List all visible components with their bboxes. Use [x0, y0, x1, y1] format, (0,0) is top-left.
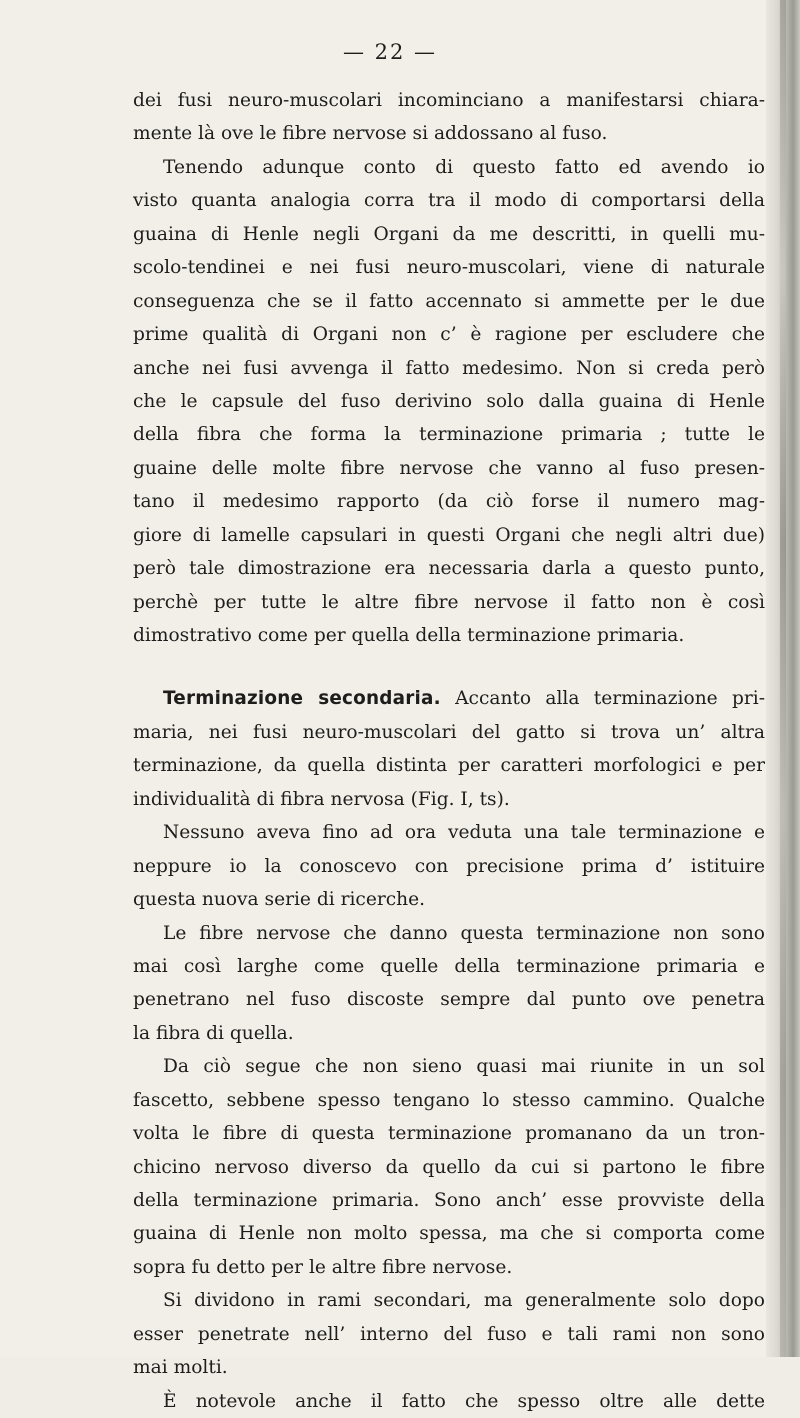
text-line: Tenendo adunque conto di questo fatto ed avendo io	[163, 156, 765, 178]
text-line: mai così larghe come quelle della terminazione primaria e	[133, 955, 765, 977]
text-line: perchè per tutte le altre fibre nervose il fatto non è così	[133, 591, 765, 613]
text-line: anche nei fusi avvenga il fatto medesimo. Non si creda però	[133, 357, 765, 379]
text-line: individualità di fibra nervosa (Fig. I, ts).	[133, 788, 510, 810]
body-text	[133, 84, 765, 1418]
text-line: fascetto, sebbene spesso tengano lo stesso cammino. Qualche	[133, 1089, 765, 1111]
text-line: però tale dimostrazione era necessaria darla a questo punto,	[133, 558, 765, 580]
text-line: guaine delle molte fibre nervose che vanno al fuso presen-	[133, 457, 765, 479]
text-line: la fibra di quella.	[133, 1022, 294, 1044]
text-line: dimostrativo come per quella della terminazione primaria.	[133, 625, 685, 646]
text-line: che le capsule del fuso derivino solo dalla guaina di Henle	[133, 390, 765, 412]
section-heading: Terminazione secondaria.	[163, 688, 441, 710]
text-line: conseguenza che se il fatto accennato si ammette per le due	[133, 290, 765, 312]
text-line: mente là ove le fibre nervose si addossano al fuso.	[133, 123, 608, 145]
text-line: mai molti.	[133, 1357, 228, 1379]
text-line: esser penetrate nell’ interno del fuso e tali rami non sono	[133, 1323, 765, 1345]
text-line: questa nuova serie di ricerche.	[133, 889, 426, 911]
section-first-line	[133, 682, 765, 715]
text-line: visto quanta analogia corra tra il modo di comportarsi della	[133, 190, 765, 212]
section-gap	[133, 652, 765, 682]
text-line: prime qualità di Organi non c’ è ragione per escludere che	[133, 324, 765, 346]
text-line: È notevole anche il fatto che spesso oltre alle dette	[163, 1390, 765, 1412]
text-line: chicino nervoso diverso da quello da cui si partono le fibre	[133, 1156, 765, 1178]
text-line: guaina di Henle negli Organi da me descritti, in quelli mu-	[133, 223, 765, 245]
text-line: guaina di Henle non molto spessa, ma che si comporta come	[133, 1223, 765, 1245]
text-line: Si dividono in rami secondari, ma generalmente solo dopo	[163, 1290, 765, 1312]
page-number: — 22 —	[342, 40, 438, 64]
text-line: dei fusi neuro-muscolari incominciano a manifestarsi chiara-	[133, 90, 765, 111]
text-line: scolo-tendinei e nei fusi neuro-muscolari, viene di naturale	[133, 257, 765, 279]
text-line: tano il medesimo rapporto (da ciò forse il numero mag-	[133, 491, 765, 513]
text-line: Le fibre nervose che danno questa terminazione non sono	[163, 922, 765, 944]
text-fragment: Accanto alla terminazione pri-	[440, 688, 765, 710]
text-line: Nessuno aveva fino ad ora veduta una tale terminazione e	[163, 822, 765, 844]
text-line: maria, nei fusi neuro-muscolari del gatto si trova un’ altra	[133, 721, 765, 743]
text-line: della terminazione primaria. Sono anch’ esse provviste della	[133, 1190, 765, 1211]
text-line: penetrano nel fuso discoste sempre dal punto ove penetra	[133, 989, 765, 1011]
text-line: terminazione, da quella distinta per caratteri morfologici e per	[133, 755, 765, 777]
text-line: giore di lamelle capsulari in questi Organi che negli altri due)	[133, 524, 765, 546]
text-line: neppure io la conoscevo con precisione prima d’ istituire	[133, 855, 765, 877]
text-line: volta le fibre di questa terminazione promanano da un tron-	[133, 1123, 765, 1145]
text-line: Da ciò segue che non sieno quasi mai riunite in un sol	[163, 1056, 765, 1078]
text-line: della fibra che forma la terminazione primaria ; tutte le	[133, 424, 765, 446]
text-line: sopra fu detto per le altre fibre nervose.	[133, 1256, 513, 1278]
book-spine-edge	[780, 0, 786, 1357]
